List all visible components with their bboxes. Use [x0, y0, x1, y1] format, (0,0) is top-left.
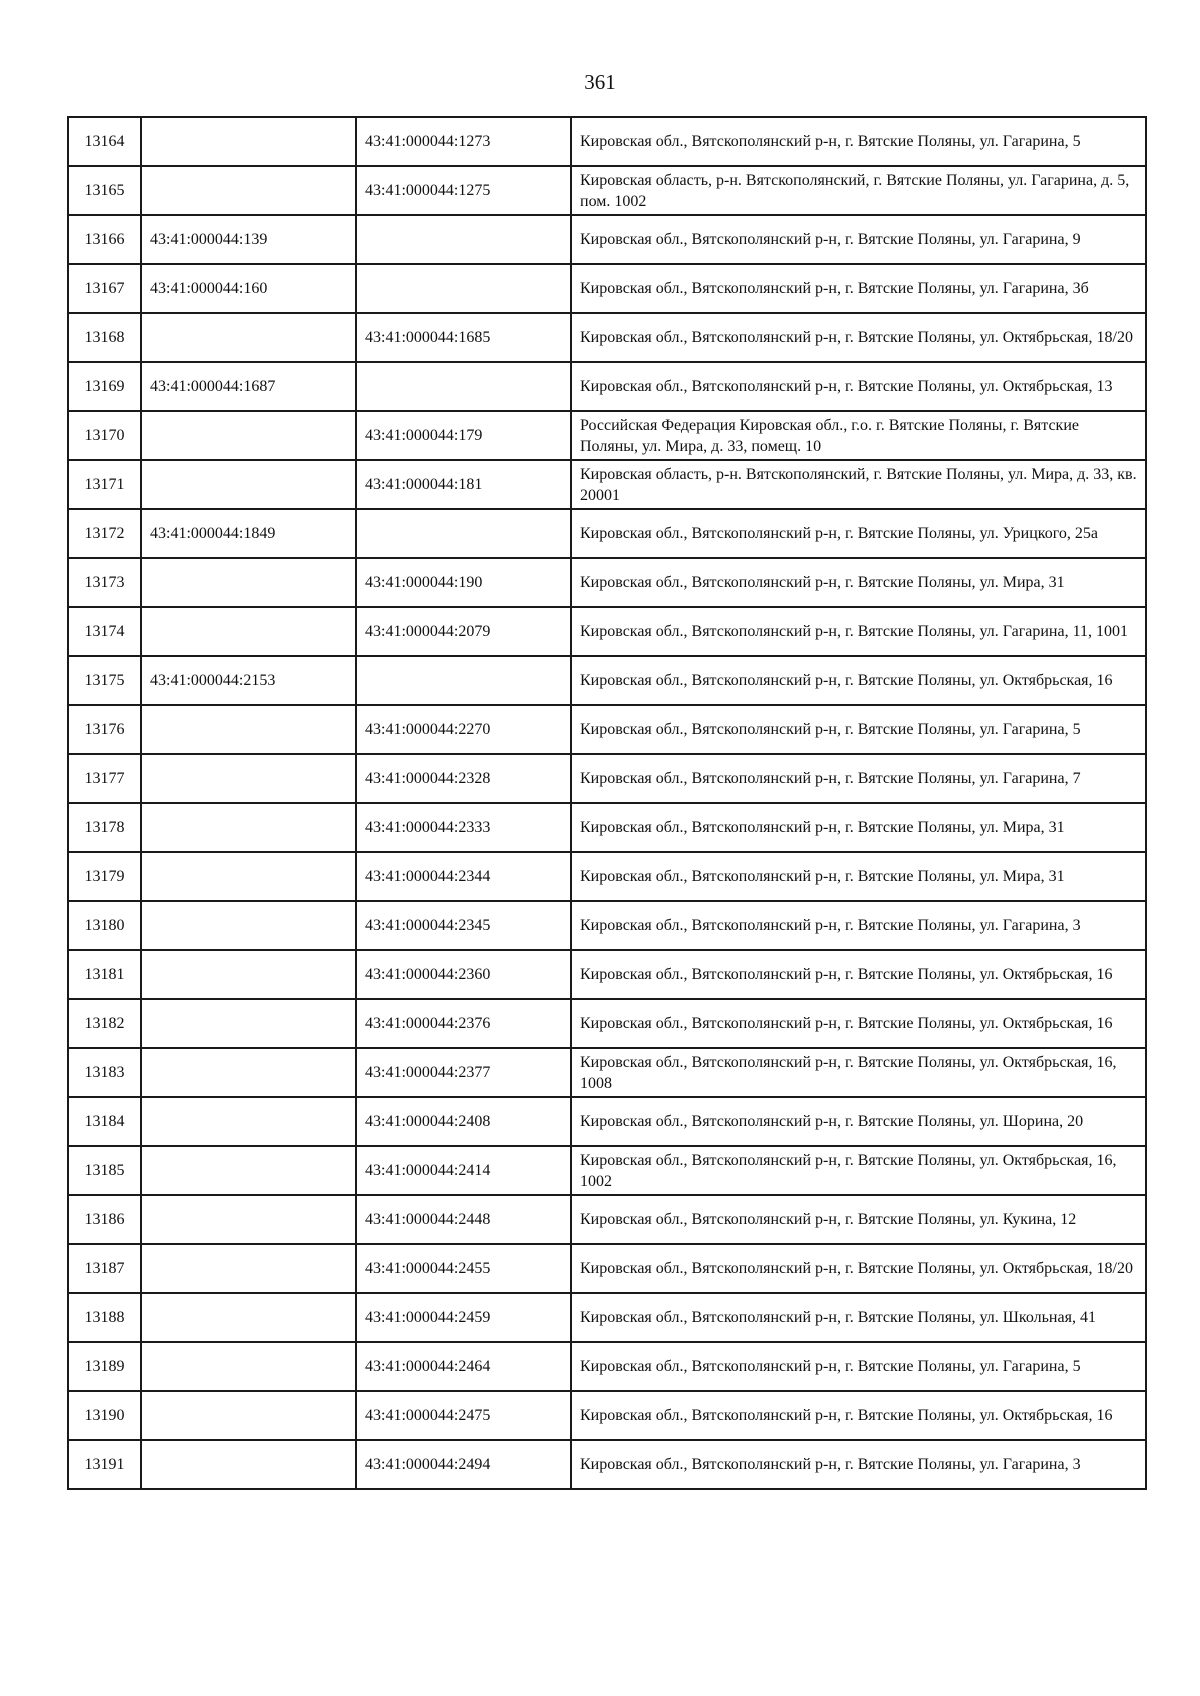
cadastral-number-b-cell	[356, 362, 571, 411]
cadastral-number-b-cell: 43:41:000044:2464	[356, 1342, 571, 1391]
cadastral-number-a-cell: 43:41:000044:160	[141, 264, 356, 313]
address-cell: Кировская обл., Вятскополянский р-н, г. Вятские Поляны, ул. Октябрьская, 18/20	[571, 313, 1146, 362]
row-number-cell: 13169	[68, 362, 141, 411]
row-number-cell: 13190	[68, 1391, 141, 1440]
address-cell: Кировская область, р-н. Вятскополянский, г. Вятские Поляны, ул. Мира, д. 33, кв. 20001	[571, 460, 1146, 509]
row-number-cell: 13185	[68, 1146, 141, 1195]
cadastral-number-b-cell: 43:41:000044:1273	[356, 117, 571, 166]
cadastral-number-b-cell	[356, 264, 571, 313]
row-number-cell: 13167	[68, 264, 141, 313]
cadastral-number-a-cell	[141, 901, 356, 950]
row-number-cell: 13173	[68, 558, 141, 607]
address-cell: Кировская обл., Вятскополянский р-н, г. Вятские Поляны, ул. Октябрьская, 16	[571, 656, 1146, 705]
row-number-cell: 13191	[68, 1440, 141, 1489]
cadastral-number-a-cell	[141, 1146, 356, 1195]
cadastral-number-b-cell: 43:41:000044:2475	[356, 1391, 571, 1440]
table-row	[68, 803, 1146, 852]
table-row	[68, 509, 1146, 558]
table-row	[68, 166, 1146, 215]
cadastral-number-a-cell	[141, 1244, 356, 1293]
address-cell: Кировская обл., Вятскополянский р-н, г. Вятские Поляны, ул. Гагарина, 7	[571, 754, 1146, 803]
address-cell: Кировская обл., Вятскополянский р-н, г. Вятские Поляны, ул. Школьная, 41	[571, 1293, 1146, 1342]
cadastral-number-b-cell: 43:41:000044:190	[356, 558, 571, 607]
cadastral-number-a-cell	[141, 460, 356, 509]
address-cell: Кировская обл., Вятскополянский р-н, г. Вятские Поляны, ул. Октябрьская, 16, 1008	[571, 1048, 1146, 1097]
row-number-cell: 13182	[68, 999, 141, 1048]
table-row	[68, 1440, 1146, 1489]
address-cell: Кировская обл., Вятскополянский р-н, г. Вятские Поляны, ул. Гагарина, 5	[571, 705, 1146, 754]
table-row	[68, 1195, 1146, 1244]
table-row	[68, 1391, 1146, 1440]
cadastral-number-b-cell: 43:41:000044:2448	[356, 1195, 571, 1244]
row-number-cell: 13170	[68, 411, 141, 460]
cadastral-number-a-cell	[141, 558, 356, 607]
address-cell: Кировская обл., Вятскополянский р-н, г. Вятские Поляны, ул. Октябрьская, 16, 1002	[571, 1146, 1146, 1195]
cadastral-number-b-cell: 43:41:000044:1275	[356, 166, 571, 215]
cadastral-number-b-cell: 43:41:000044:2344	[356, 852, 571, 901]
cadastral-number-a-cell: 43:41:000044:2153	[141, 656, 356, 705]
cadastral-number-a-cell: 43:41:000044:1687	[141, 362, 356, 411]
cadastral-number-a-cell: 43:41:000044:139	[141, 215, 356, 264]
address-cell: Кировская обл., Вятскополянский р-н, г. Вятские Поляны, ул. Гагарина, 5	[571, 117, 1146, 166]
cadastral-number-b-cell: 43:41:000044:2377	[356, 1048, 571, 1097]
address-cell: Кировская обл., Вятскополянский р-н, г. Вятские Поляны, ул. Октябрьская, 16	[571, 999, 1146, 1048]
address-cell: Российская Федерация Кировская обл., г.о. г. Вятские Поляны, г. Вятские Поляны, ул. Мира, д. 33, помещ. 10	[571, 411, 1146, 460]
address-cell: Кировская обл., Вятскополянский р-н, г. Вятские Поляны, ул. Гагарина, 11, 1001	[571, 607, 1146, 656]
table-body	[68, 117, 1146, 1489]
cadastral-number-b-cell: 43:41:000044:2408	[356, 1097, 571, 1146]
table-row	[68, 1146, 1146, 1195]
cadastral-number-b-cell: 43:41:000044:2079	[356, 607, 571, 656]
cadastral-number-b-cell: 43:41:000044:2270	[356, 705, 571, 754]
cadastral-number-b-cell: 43:41:000044:2376	[356, 999, 571, 1048]
cadastral-number-a-cell	[141, 166, 356, 215]
address-cell: Кировская обл., Вятскополянский р-н, г. Вятские Поляны, ул. Октябрьская, 18/20	[571, 1244, 1146, 1293]
cadastral-number-b-cell: 43:41:000044:2455	[356, 1244, 571, 1293]
cadastral-number-a-cell: 43:41:000044:1849	[141, 509, 356, 558]
address-cell: Кировская обл., Вятскополянский р-н, г. Вятские Поляны, ул. Мира, 31	[571, 803, 1146, 852]
cadastral-number-a-cell	[141, 1195, 356, 1244]
cadastral-number-b-cell: 43:41:000044:2328	[356, 754, 571, 803]
row-number-cell: 13184	[68, 1097, 141, 1146]
cadastral-number-a-cell	[141, 1097, 356, 1146]
table-row	[68, 901, 1146, 950]
table-row	[68, 1097, 1146, 1146]
table-row	[68, 264, 1146, 313]
address-cell: Кировская обл., Вятскополянский р-н, г. Вятские Поляны, ул. Гагарина, 9	[571, 215, 1146, 264]
cadastral-number-a-cell	[141, 950, 356, 999]
cadastral-number-b-cell: 43:41:000044:2360	[356, 950, 571, 999]
cadastral-number-b-cell	[356, 215, 571, 264]
cadastral-number-b-cell: 43:41:000044:2414	[356, 1146, 571, 1195]
address-cell: Кировская обл., Вятскополянский р-н, г. Вятские Поляны, ул. Шорина, 20	[571, 1097, 1146, 1146]
cadastral-number-a-cell	[141, 803, 356, 852]
cadastral-number-a-cell	[141, 852, 356, 901]
table-row	[68, 852, 1146, 901]
cadastral-number-a-cell	[141, 1342, 356, 1391]
cadastral-number-b-cell: 43:41:000044:181	[356, 460, 571, 509]
cadastral-number-b-cell: 43:41:000044:1685	[356, 313, 571, 362]
cadastral-number-a-cell	[141, 1391, 356, 1440]
table-row	[68, 215, 1146, 264]
row-number-cell: 13187	[68, 1244, 141, 1293]
table-row	[68, 558, 1146, 607]
table-row	[68, 1244, 1146, 1293]
address-cell: Кировская обл., Вятскополянский р-н, г. Вятские Поляны, ул. Октябрьская, 16	[571, 1391, 1146, 1440]
cadastral-number-a-cell	[141, 999, 356, 1048]
address-cell: Кировская область, р-н. Вятскополянский, г. Вятские Поляны, ул. Гагарина, д. 5, пом. 1002	[571, 166, 1146, 215]
address-cell: Кировская обл., Вятскополянский р-н, г. Вятские Поляны, ул. Гагарина, 3б	[571, 264, 1146, 313]
cadastral-number-a-cell	[141, 1293, 356, 1342]
table-row	[68, 362, 1146, 411]
table-row	[68, 1048, 1146, 1097]
address-cell: Кировская обл., Вятскополянский р-н, г. Вятские Поляны, ул. Октябрьская, 16	[571, 950, 1146, 999]
row-number-cell: 13183	[68, 1048, 141, 1097]
row-number-cell: 13171	[68, 460, 141, 509]
cadastral-number-a-cell	[141, 607, 356, 656]
address-cell: Кировская обл., Вятскополянский р-н, г. Вятские Поляны, ул. Октябрьская, 13	[571, 362, 1146, 411]
row-number-cell: 13179	[68, 852, 141, 901]
cadastral-number-a-cell	[141, 705, 356, 754]
table-row	[68, 754, 1146, 803]
row-number-cell: 13177	[68, 754, 141, 803]
row-number-cell: 13178	[68, 803, 141, 852]
table-row	[68, 313, 1146, 362]
cadastral-number-b-cell	[356, 656, 571, 705]
table-row	[68, 460, 1146, 509]
cadastral-number-b-cell	[356, 509, 571, 558]
row-number-cell: 13174	[68, 607, 141, 656]
cadastral-number-b-cell: 43:41:000044:179	[356, 411, 571, 460]
table-row	[68, 999, 1146, 1048]
table-row	[68, 950, 1146, 999]
table-row	[68, 1293, 1146, 1342]
cadastral-number-a-cell	[141, 1440, 356, 1489]
address-cell: Кировская обл., Вятскополянский р-н, г. Вятские Поляны, ул. Мира, 31	[571, 852, 1146, 901]
address-cell: Кировская обл., Вятскополянский р-н, г. Вятские Поляны, ул. Гагарина, 3	[571, 1440, 1146, 1489]
page-number: 361	[584, 70, 616, 94]
cadastral-number-a-cell	[141, 117, 356, 166]
table-row	[68, 705, 1146, 754]
cadastral-number-b-cell: 43:41:000044:2459	[356, 1293, 571, 1342]
row-number-cell: 13176	[68, 705, 141, 754]
cadastral-number-b-cell: 43:41:000044:2494	[356, 1440, 571, 1489]
cadastral-number-b-cell: 43:41:000044:2345	[356, 901, 571, 950]
row-number-cell: 13165	[68, 166, 141, 215]
cadastral-number-a-cell	[141, 313, 356, 362]
row-number-cell: 13168	[68, 313, 141, 362]
registry-table	[67, 116, 1147, 1490]
row-number-cell: 13175	[68, 656, 141, 705]
table-row	[68, 1342, 1146, 1391]
cadastral-number-a-cell	[141, 754, 356, 803]
address-cell: Кировская обл., Вятскополянский р-н, г. Вятские Поляны, ул. Мира, 31	[571, 558, 1146, 607]
row-number-cell: 13164	[68, 117, 141, 166]
row-number-cell: 13180	[68, 901, 141, 950]
cadastral-number-a-cell	[141, 411, 356, 460]
row-number-cell: 13188	[68, 1293, 141, 1342]
row-number-cell: 13186	[68, 1195, 141, 1244]
table-row	[68, 607, 1146, 656]
address-cell: Кировская обл., Вятскополянский р-н, г. Вятские Поляны, ул. Кукина, 12	[571, 1195, 1146, 1244]
row-number-cell: 13181	[68, 950, 141, 999]
row-number-cell: 13166	[68, 215, 141, 264]
table-row	[68, 411, 1146, 460]
address-cell: Кировская обл., Вятскополянский р-н, г. Вятские Поляны, ул. Гагарина, 3	[571, 901, 1146, 950]
address-cell: Кировская обл., Вятскополянский р-н, г. Вятские Поляны, ул. Урицкого, 25а	[571, 509, 1146, 558]
cadastral-number-a-cell	[141, 1048, 356, 1097]
table-row	[68, 656, 1146, 705]
table-row	[68, 117, 1146, 166]
row-number-cell: 13189	[68, 1342, 141, 1391]
row-number-cell: 13172	[68, 509, 141, 558]
address-cell: Кировская обл., Вятскополянский р-н, г. Вятские Поляны, ул. Гагарина, 5	[571, 1342, 1146, 1391]
cadastral-number-b-cell: 43:41:000044:2333	[356, 803, 571, 852]
